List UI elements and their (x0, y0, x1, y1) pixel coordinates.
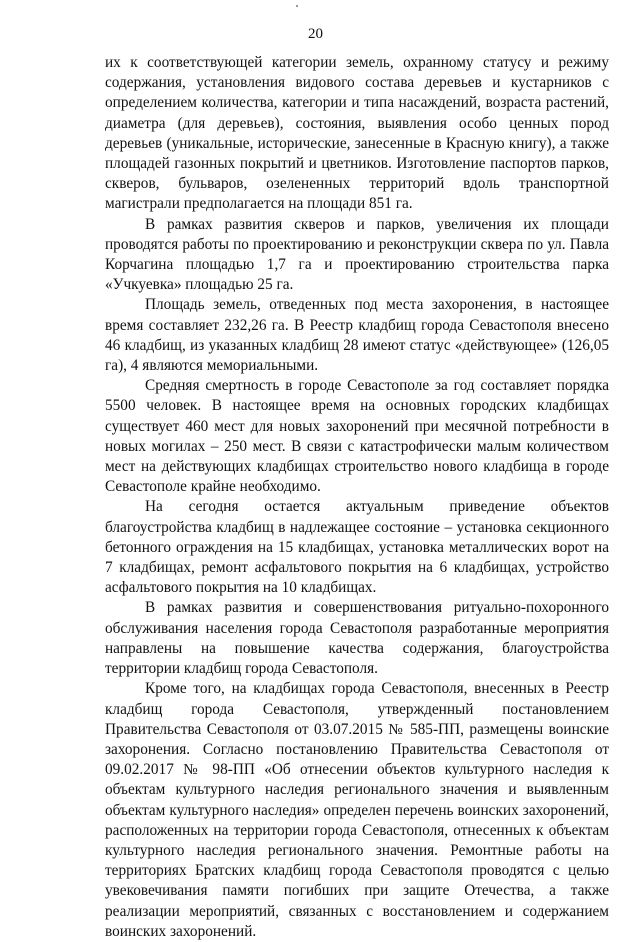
paragraph-continuation: их к соответствующей категории земель, охранному статусу и режиму содержания, установления видового состава деревьев и кустарников с определением количества, категории и типа насаждений, возраста растений, диаметра (для деревьев), состояния, выявления особо ценных пород деревьев (уникальные, исторические, занесенные в Красную книгу), а также площадей газонных покрытий и цветников. Изготовление паспортов парков, скверов, бульваров, озелененных территорий вдоль транспортной магистрали предполагается на площади 851 га. (105, 54, 609, 213)
paragraph-military-graves: Кроме того, на кладбищах города Севастополя, внесенных в Реестр кладбищ города Севастополя, утвержденный постановлением Правительства Севастополя от 03.07.2015 № 585-ПП, размещены воинские захоронения. Согласно постановлению Правительства Севастополя от 09.02.2017 № 98-ПП «Об отнесении объектов культурного наследия к объектам культурного наследия регионального значения и выявленным объектам культурного наследия» определен перечень воинских захоронений, расположенных на территории города Севастополя, отнесенных к объектам культурного наследия регионального значения. Ремонтные работы на территориях Братских кладбищ города Севастополя проводятся с целью увековечивания памяти погибших при защите Отечества, а также реализации мероприятий, связанных с восстановлением и содержанием воинских захоронений. (105, 680, 609, 940)
paragraph-improvement: На сегодня остается актуальным приведение объектов благоустройства кладбищ в надлежащее состояние – установка секционного бетонного ограждения на 15 кладбищах, установка металлических ворот на 7 кладбищах, ремонт асфальтового покрытия на 6 кладбищах, устройство асфальтового покрытия на 10 кладбищах. (105, 498, 609, 597)
document-body (105, 53, 609, 942)
page-number: 20 (308, 26, 323, 42)
paragraph-burial-area: Площадь земель, отведенных под места захоронения, в настоящее время составляет 232,26 га. В Реестр кладбищ города Севастополя внесено 46 кладбищ, из указанных кладбищ 28 имеют статус «действующее» (126,05 га), 4 являются мемориальными. (105, 296, 609, 375)
scan-speck (296, 5, 298, 7)
paragraph-ritual-services: В рамках развития и совершенствования ритуально-похоронного обслуживания населения города Севастополя разработанные мероприятия направлены на повышение качества содержания, благоустройства территории кладбищ города Севастополя. (105, 599, 609, 678)
paragraph-parks: В рамках развития скверов и парков, увеличения их площади проводятся работы по проектированию и реконструкции сквера по ул. Павла Корчагина площадью 1,7 га и проектированию строительства парка «Учкуевка» площадью 25 га. (105, 215, 609, 294)
paragraph-mortality: Средняя смертность в городе Севастополе за год составляет порядка 5500 человек. В настоящее время на основных городских кладбищах существует 460 мест для новых захоронений при месячной потребности в новых могилах – 250 мест. В связи с катастрофически малым количеством мест на действующих кладбищах строительство нового кладбища в городе Севастополе крайне необходимо. (105, 377, 609, 496)
